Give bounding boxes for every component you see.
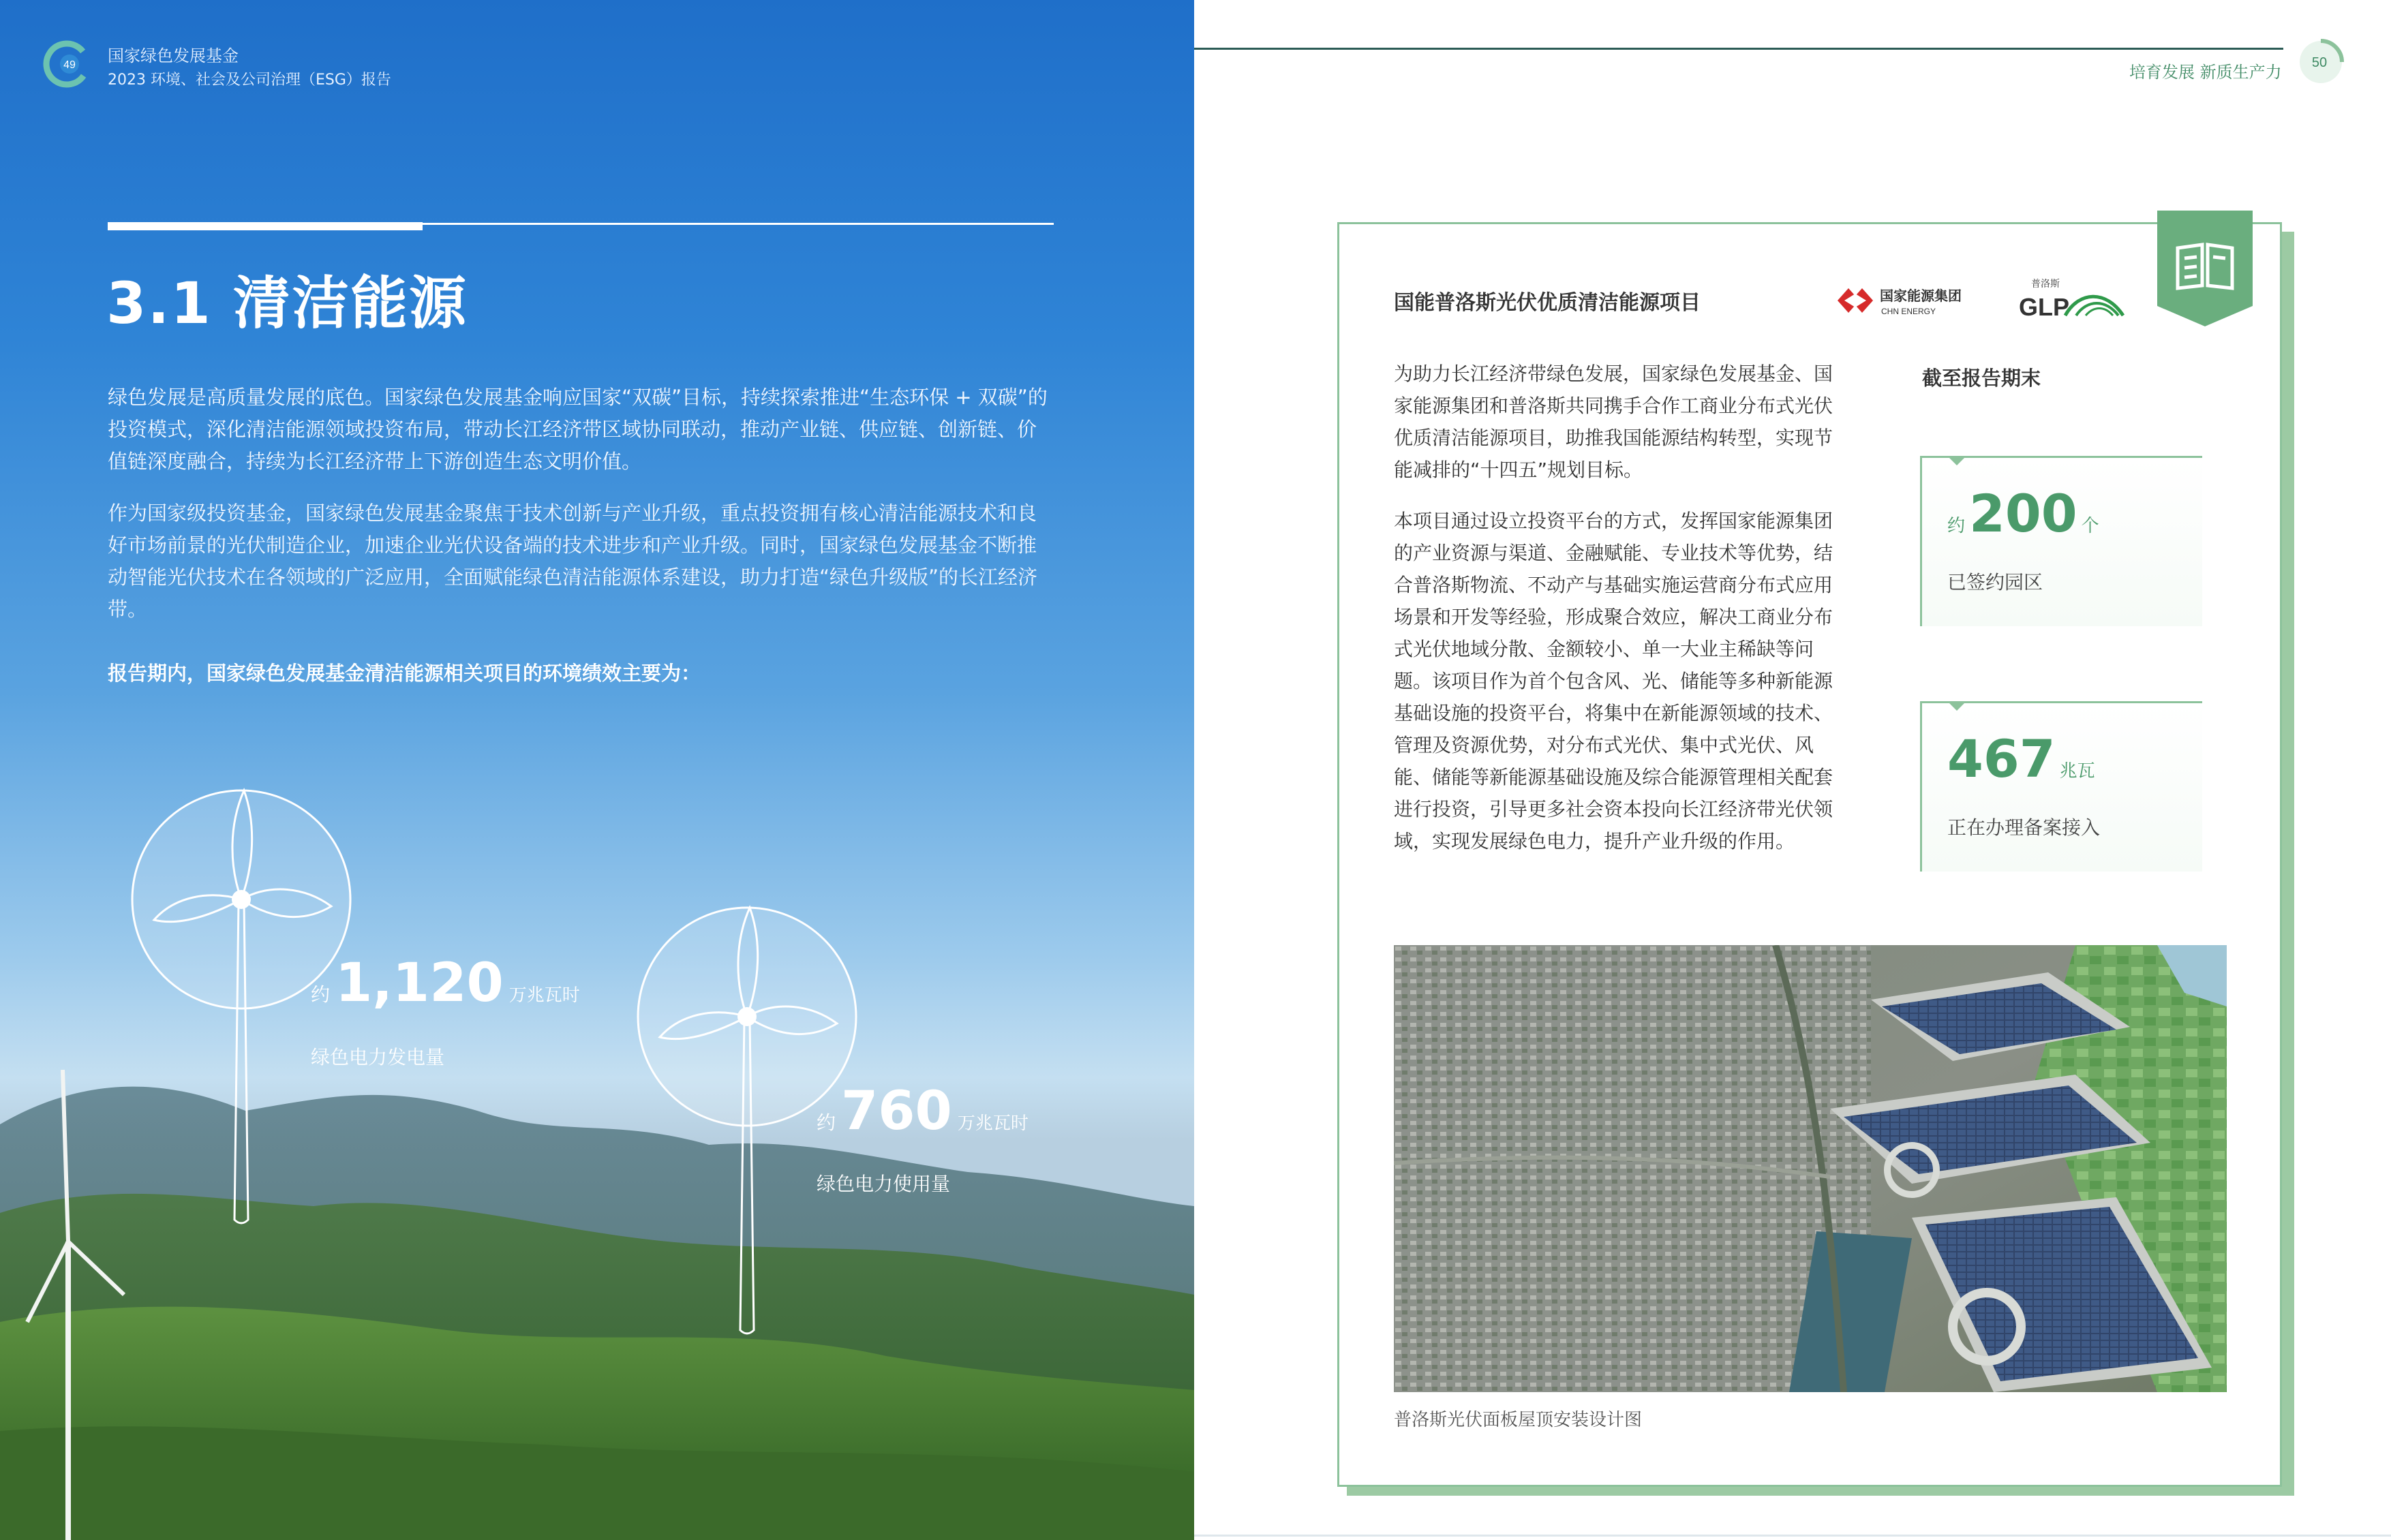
glp-logo-cn-text: 普洛斯 [2031,279,2060,290]
right-page [1194,0,2391,1540]
metric-card-megawatts [1920,701,2202,872]
chn-logo-en-text: CHN ENERGY [1881,307,1936,316]
case-title: 国能普洛斯光伏优质清洁能源项目 [1394,291,1701,315]
case-body-paragraph-1: 为助力长江经济带绿色发展，国家绿色发展基金、国家能源集团和普洛斯共同携手合作工商业分布式光伏优质清洁能源项目，助推我国能源结构转型，实现节能减排的“十四五”规划目标。 [1394,363,1833,481]
page-number-left: 49 [63,59,76,71]
photo-caption: 普洛斯光伏面板屋顶安装设计图 [1394,1410,1643,1430]
report-title: 2023 环境、社会及公司治理（ESG）报告 [108,72,391,89]
org-name: 国家绿色发展基金 [108,46,239,65]
bottom-rule [1194,1535,2391,1537]
intro-paragraph-2: 作为国家级投资基金，国家绿色发展基金聚焦于技术创新与产业升级，重点投资拥有核心清洁能源技术和良好市场前景的光伏制造企业，加速企业光伏设备端的技术进步和产业升级。同时，国家绿色发展基金不断推动智能光伏技术在各领域的广泛应用，全面赋能绿色清洁能源体系建设，助力打造“绿色升级版”的长江经济带。 [108,502,1038,621]
left-page [0,0,1194,1540]
chapter-name: 培育发展 新质生产力 [2129,63,2282,82]
metric-value-megawatts: 467 兆瓦 [1947,728,2095,789]
report-logo-icon [42,40,91,89]
book-icon [2157,211,2253,326]
stat-label-usage: 绿色电力使用量 [817,1173,951,1195]
title-bar-accent [108,222,423,230]
section-title: 3.1 清洁能源 [106,270,468,337]
metric-label-megawatts: 正在办理备案接入 [1947,816,2101,839]
case-body-paragraph-2: 本项目通过设立投资平台的方式，发挥国家能源集团的产业资源与渠道、金融赋能、专业技术等优势，结合普洛斯物流、不动产与基础实施运营商分布式应用场景和开发等经验，形成聚合效应，解决工商业分布式光伏地域分散、金额较小、单一大业主稀缺等问题。该项目作为首个包含风、光、储能等多种新能源基础设施的投资平台，将集中在新能源领域的技术、管理及资源优势，对分布式光伏、集中式光伏、风能、储能等新能源基础设施及综合能源管理相关配套进行投资，引导更多社会资本投向长江经济带光伏领域，实现发展绿色电力，提升产业升级的作用。 [1394,510,1833,852]
metric-value-parks: 约200 个 [1947,483,2099,544]
stat-green-power-generation: 约 1,120 万兆瓦时 [311,953,580,1014]
glp-logo-en-text: GLP [2019,293,2070,321]
metric-label-parks: 已签约园区 [1947,571,2043,594]
glp-logo [2011,271,2127,325]
page-number-badge-icon [2297,38,2345,86]
header-rule [1194,48,2283,50]
stat-green-power-usage: 约 760 万兆瓦时 [817,1081,1029,1142]
chn-energy-logo [1833,280,1983,321]
case-study-card [1337,222,2282,1487]
page-number-right: 50 [2311,55,2328,70]
intro-paragraph-1: 绿色发展是高质量发展的底色。国家绿色发展基金响应国家“双碳”目标，持续探索推进“生态环保 + 双碳”的投资模式，深化清洁能源领域投资布局，带动长江经济带区域协同联动，推动产业链、供应链、创新链、价值链深度融合，持续为长江经济带上下游创造生态文明价值。 [108,386,1048,473]
metric-card-parks [1920,456,2202,626]
stat-label-generation: 绿色电力发电量 [311,1046,445,1068]
metrics-heading: 截至报告期末 [1922,367,2041,390]
title-bar-line [423,223,1054,225]
chn-logo-cn-text: 国家能源集团 [1880,288,1962,304]
aerial-solar-logistics-photo [1394,945,2227,1392]
performance-highlight: 报告期内，国家绿色发展基金清洁能源相关项目的环境绩效主要为： [108,662,701,685]
